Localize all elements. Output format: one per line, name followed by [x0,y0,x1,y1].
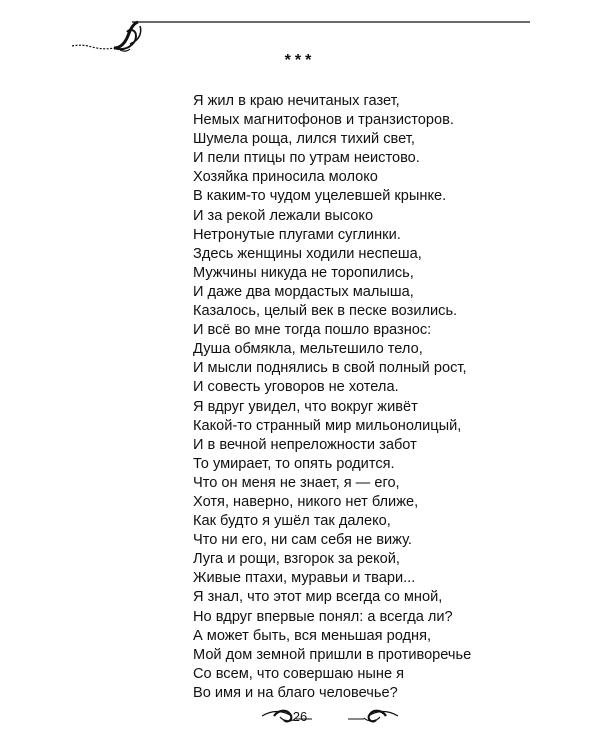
poem-line: Немых магнитофонов и транзисторов. [193,112,454,129]
poem-line: И совесть уговоров не хотела. [193,379,399,396]
poem-line: Я жил в краю нечитаных газет, [193,93,400,109]
header-ornament-icon [70,14,540,56]
poem-line: И мысли поднялись в свой полный рост, [193,360,467,377]
poem-line: И даже два мордастых малыша, [193,283,414,300]
poem-line: Мужчины никуда не торопились, [193,264,414,281]
poem-line: Я знал, что этот мир всегда со мной, [193,589,443,606]
poem-line: Со всем, что совершаю ныне я [193,665,405,682]
poem-line: И всё во мне тогда пошло вразнос: [193,322,432,339]
poem-line: Казалось, целый век в песке возились. [193,303,458,320]
poem-line: Хозяйка приносила молоко [193,169,378,186]
poem-line: Я вдруг увидел, что вокруг живёт [193,398,418,415]
poem-line: А может быть, вся меньшая родня, [193,627,432,644]
poem-line: Что он меня не знает, я — его, [193,474,400,491]
poem-line: Шумела роща, лился тихий свет, [193,131,415,148]
poem-line: То умирает, то опять родится. [193,455,395,472]
poem-line: Во имя и на благо человечье? [193,684,398,701]
poem-line: Что ни его, ни сам себя не вижу. [193,532,412,549]
poem-line: И пели птицы по утрам неистово. [193,150,420,167]
page-number: 26 [292,709,308,724]
poem-line: Какой-то странный мир мильонолицый, [193,417,462,434]
poem-line: Живые птахи, муравьи и твари... [193,570,416,587]
poem-line: В каким-то чудом уцелевшей крынке. [193,188,447,205]
poem-line: Но вдруг впервые понял: а всегда ли? [193,608,453,625]
poem-line: И за рекой лежали высоко [193,207,374,224]
poem [193,92,553,703]
poem-line: И в вечной непреложности забот [193,436,417,453]
poem-line: Нетронутые плугами суглинки. [193,226,401,243]
poem-line: Душа обмякла, мельтешило тело, [193,341,423,358]
page-footer [0,700,600,730]
section-separator: *** [284,52,316,69]
poem-line: Как будто я ушёл так далеко, [193,513,391,530]
poem-line: Мой дом земной пришли в противоречье [193,646,472,663]
poem-line: Хотя, наверно, никого нет ближе, [193,493,419,510]
poem-line: Здесь женщины ходили неспеша, [193,245,422,262]
poem-line: Луга и рощи, взгорок за рекой, [193,551,400,568]
